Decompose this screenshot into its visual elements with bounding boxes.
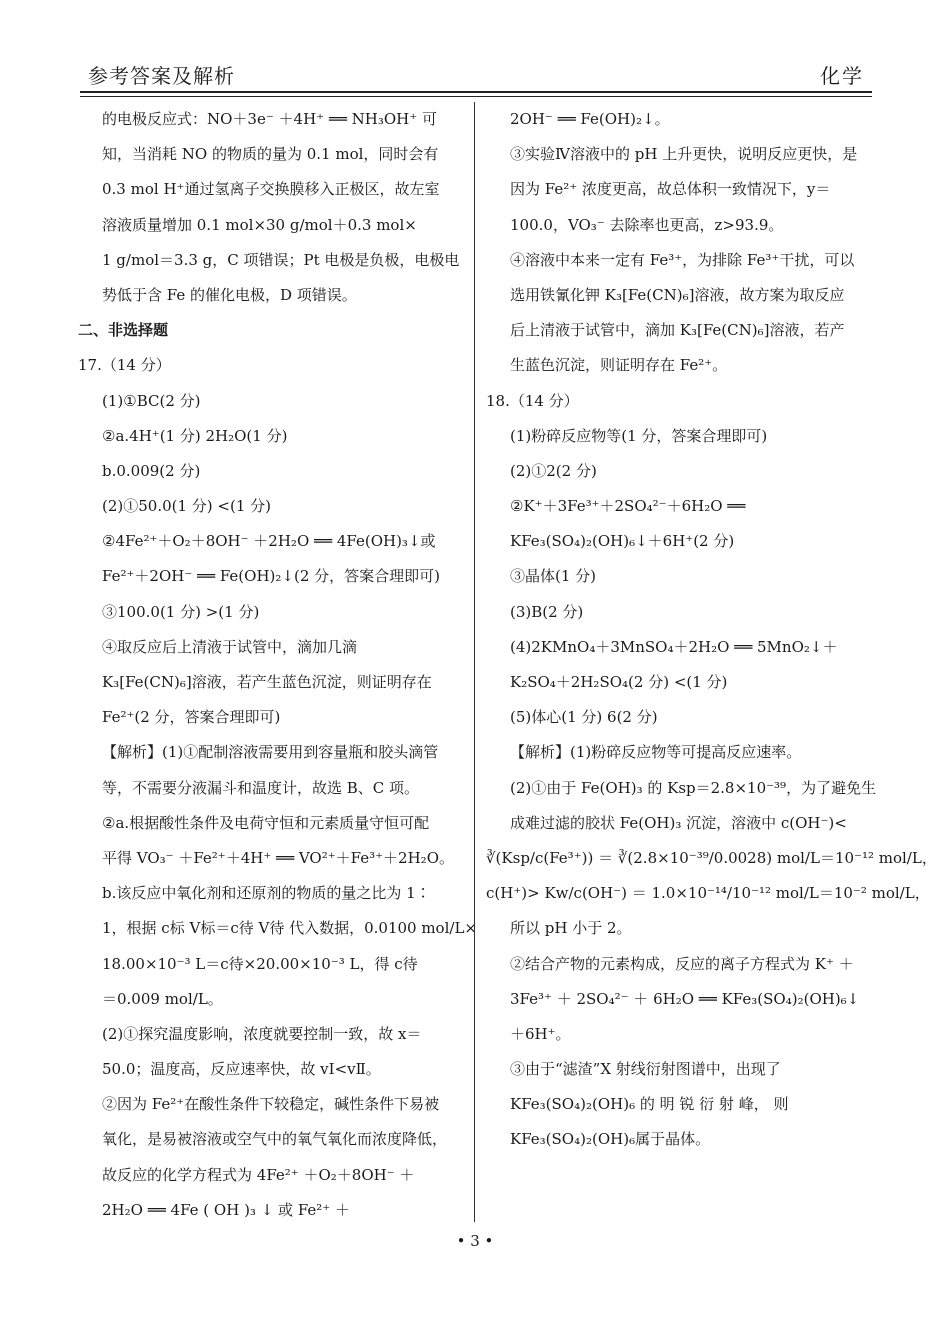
text-line: 成难过滤的胶状 Fe(OH)₃ 沉淀，溶液中 c(OH⁻)<	[510, 813, 847, 832]
text-line: ④溶液中本来一定有 Fe³⁺，为排除 Fe³⁺干扰，可以	[510, 250, 855, 269]
text-line: c(H⁺)> Kw/c(OH⁻) ＝ 1.0×10⁻¹⁴/10⁻¹² mol/L＝10⁻² mol/L，	[486, 884, 930, 903]
text-line: (2)①探究温度影响，浓度就要控制一致，故 x＝	[102, 1024, 422, 1043]
text-line: 选用铁氰化钾 K₃[Fe(CN)₆]溶液，故方案为取反应	[510, 285, 845, 304]
text-line: 100.0，VO₃⁻ 去除率也更高，z>93.9。	[510, 215, 784, 234]
left-column	[78, 102, 477, 1228]
text-line: 平得 VO₃⁻ ＋Fe²⁺＋4H⁺ ══ VO²⁺＋Fe³⁺＋2H₂O。	[102, 848, 454, 867]
text-line: Fe²⁺＋2OH⁻ ══ Fe(OH)₂↓(2 分，答案合理即可)	[102, 567, 440, 586]
text-line: KFe₃(SO₄)₂(OH)₆↓＋6H⁺(2 分)	[510, 532, 735, 551]
text-line: 2OH⁻ ══ Fe(OH)₂↓。	[510, 110, 670, 128]
text-line: 后上清液于试管中，滴加 K₃[Fe(CN)₆]溶液，若产	[510, 321, 845, 340]
text-line: (1)粉碎反应物等(1 分，答案合理即可)	[510, 426, 768, 445]
header-rule-thin	[80, 96, 872, 97]
right-column	[486, 102, 937, 1158]
text-line: 50.0；温度高，反应速率快，故 vⅠ<vⅡ。	[102, 1060, 381, 1079]
text-line: 【解析】(1)粉碎反应物等可提高反应速率。	[510, 743, 802, 762]
text-line: 势低于含 Fe 的催化电极，D 项错误。	[102, 285, 357, 304]
text-line: 17.（14 分）	[78, 356, 171, 375]
text-line: K₂SO₄＋2H₂SO₄(2 分) <(1 分)	[510, 673, 728, 691]
text-line: 生蓝色沉淀，则证明存在 Fe²⁺。	[510, 356, 728, 375]
text-line: ②K⁺＋3Fe³⁺＋2SO₄²⁻＋6H₂O ══	[510, 497, 746, 516]
column-divider	[474, 102, 475, 1222]
text-line: K₃[Fe(CN)₆]溶液，若产生蓝色沉淀，则证明存在	[102, 673, 432, 691]
text-line: 故反应的化学方程式为 4Fe²⁺ ＋O₂＋8OH⁻ ＋	[102, 1165, 415, 1184]
text-line: 因为 Fe²⁺ 浓度更高，故总体积一致情况下，y＝	[510, 180, 831, 199]
text-line: ＋6H⁺。	[510, 1024, 571, 1043]
text-line: ＝0.009 mol/L。	[102, 989, 223, 1008]
text-line: 1，根据 c标 V标＝c待 V待 代入数据，0.0100 mol/L×	[102, 919, 477, 938]
text-line: (3)B(2 分)	[510, 602, 584, 621]
text-line: 溶液质量增加 0.1 mol×30 g/mol＋0.3 mol×	[102, 215, 417, 234]
text-line: (1)①BC(2 分)	[102, 391, 201, 410]
text-line: ③100.0(1 分) >(1 分)	[102, 602, 260, 621]
text-line: b.该反应中氧化剂和还原剂的物质的量之比为 1∶	[102, 884, 431, 903]
text-line: ②结合产物的元素构成，反应的离子方程式为 K⁺ ＋	[510, 954, 854, 973]
text-line: ∛(Ksp/c(Fe³⁺)) ＝ ∛(2.8×10⁻³⁹/0.0028) mol/L＝10⁻¹² mol/L，	[486, 848, 937, 867]
text-line: 二、非选择题	[78, 321, 169, 340]
text-line: 知，当消耗 NO 的物质的量为 0.1 mol，同时会有	[102, 145, 439, 164]
text-line: ②因为 Fe²⁺在酸性条件下较稳定，碱性条件下易被	[102, 1095, 440, 1114]
text-line: KFe₃(SO₄)₂(OH)₆ 的 明 锐 衍 射 峰， 则	[510, 1095, 789, 1114]
text-line: ③由于“滤渣”X 射线衍射图谱中，出现了	[510, 1060, 781, 1079]
header-title: 参考答案及解析	[88, 64, 235, 88]
text-line: ②a.4H⁺(1 分) 2H₂O(1 分)	[102, 426, 288, 445]
text-line: ②4Fe²⁺＋O₂＋8OH⁻ ＋2H₂O ══ 4Fe(OH)₃↓或	[102, 532, 436, 551]
text-line: 0.3 mol H⁺通过氢离子交换膜移入正极区，故左室	[102, 180, 440, 199]
text-line: ④取反应后上清液于试管中，滴加几滴	[102, 637, 358, 656]
text-line: 18.00×10⁻³ L＝c待×20.00×10⁻³ L，得 c待	[102, 954, 418, 973]
text-line: ③实验Ⅳ溶液中的 pH 上升更快，说明反应更快，是	[510, 145, 858, 164]
text-line: 所以 pH 小于 2。	[510, 919, 632, 938]
text-line: ②a.根据酸性条件及电荷守恒和元素质量守恒可配	[102, 813, 430, 832]
page-header	[0, 0, 950, 100]
text-line: KFe₃(SO₄)₂(OH)₆属于晶体。	[510, 1130, 711, 1149]
text-line: 的电极反应式：NO＋3e⁻ ＋4H⁺ ══ NH₃OH⁺ 可	[102, 110, 437, 128]
text-line: 3Fe³⁺ ＋ 2SO₄²⁻ ＋ 6H₂O ══ KFe₃(SO₄)₂(OH)₆↓	[510, 989, 860, 1008]
text-line: 18.（14 分）	[486, 391, 579, 410]
text-line: (2)①由于 Fe(OH)₃ 的 Ksp＝2.8×10⁻³⁹，为了避免生	[510, 778, 877, 797]
header-rule-thick	[80, 91, 872, 93]
page-number: • 3 •	[456, 1232, 494, 1250]
text-line: 等，不需要分液漏斗和温度计，故选 B、C 项。	[102, 778, 420, 797]
text-line: 2H₂O ══ 4Fe ( OH )₃ ↓ 或 Fe²⁺ ＋	[102, 1200, 350, 1219]
text-line: b.0.009(2 分)	[102, 461, 201, 480]
text-line: (4)2KMnO₄＋3MnSO₄＋2H₂O ══ 5MnO₂↓＋	[510, 637, 838, 656]
header-subject: 化学	[820, 64, 864, 88]
text-line: (2)①2(2 分)	[510, 461, 597, 480]
text-line: (5)体心(1 分) 6(2 分)	[510, 708, 658, 727]
text-line: 氧化，是易被溶液或空气中的氧气氧化而浓度降低，	[102, 1130, 448, 1149]
text-line: ③晶体(1 分)	[510, 567, 597, 586]
text-line: 1 g/mol＝3.3 g，C 项错误；Pt 电极是负极，电极电	[102, 250, 460, 269]
text-line: (2)①50.0(1 分) <(1 分)	[102, 497, 272, 516]
text-line: Fe²⁺(2 分，答案合理即可)	[102, 708, 281, 727]
text-line: 【解析】(1)①配制溶液需要用到容量瓶和胶头滴管	[102, 743, 439, 762]
